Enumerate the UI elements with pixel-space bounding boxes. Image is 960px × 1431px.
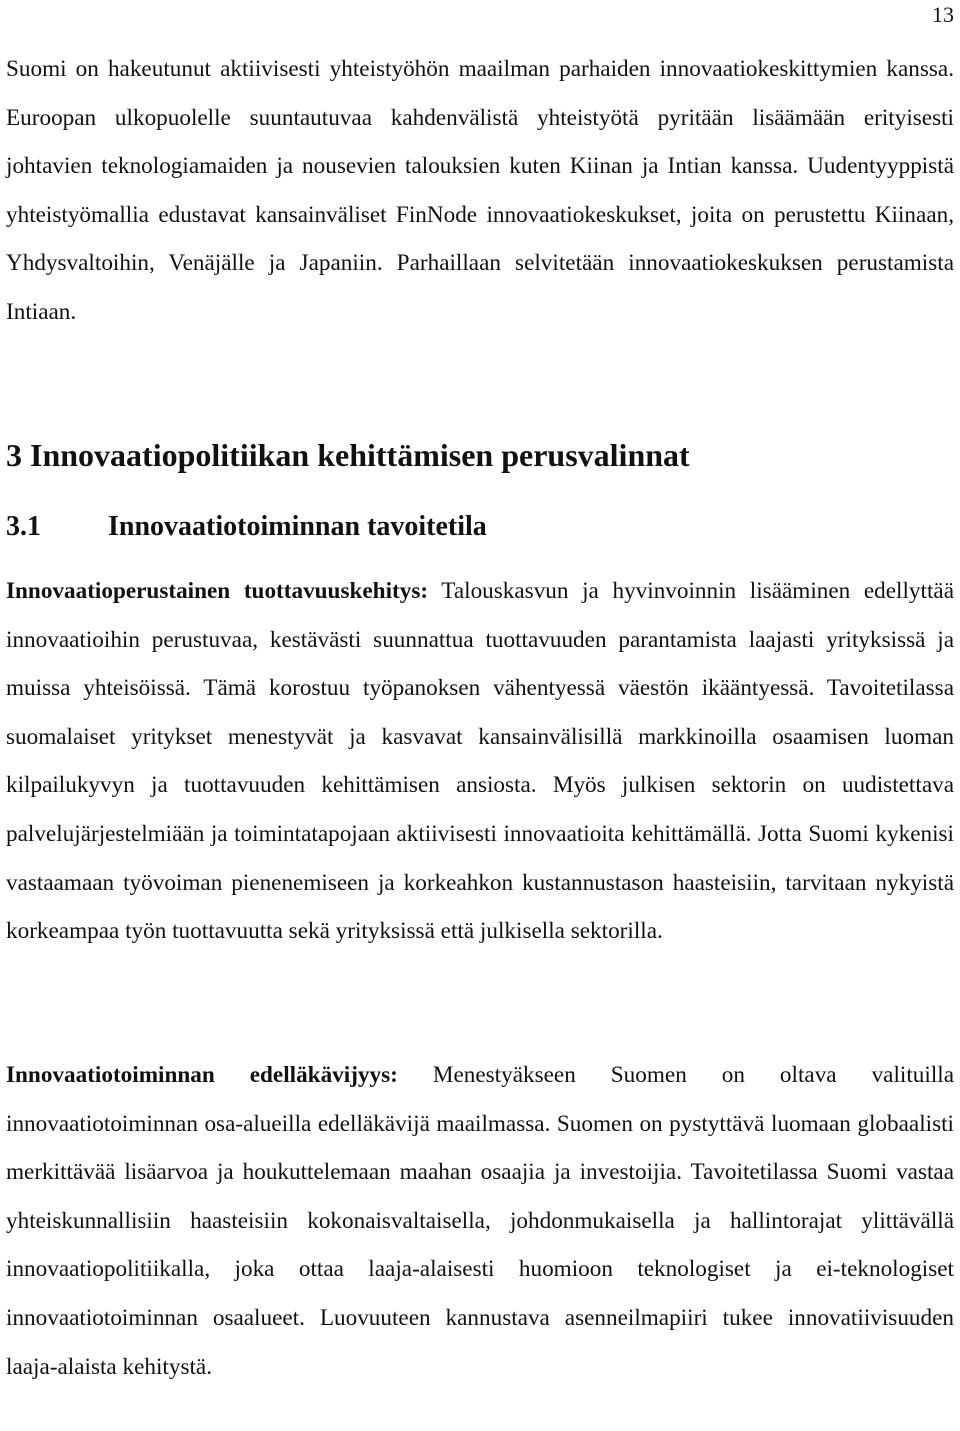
paragraph-lead: Innovaatiotoiminnan edelläkävijyys: bbox=[6, 1062, 398, 1088]
section-title: Innovaatiotoiminnan tavoitetila bbox=[108, 511, 487, 542]
paragraph-text: Menestyäkseen Suomen on oltava valituilla innovaatiotoiminnan osa-alueilla edelläkävijä maailmassa. Suomen on pystyttävä luomaan globaalisti merkittävää lisäarvoa ja houkuttelemaan maahan osaajia ja investoijia. Tavoitetilassa Suomi vastaa yhteiskunnallisiin haasteisiin kokonaisvaltaisella, johdonmukaisella ja hallintorajat ylittävällä innovaatiopolitiikalla, joka ottaa laaja-alaisesti huomioon teknologiset ja ei-teknologiset innovaatiotoiminnan osaalueet. Luovuuteen kannustava asenneilmapiiri tukee innovatiivisuuden laaja-alaista kehitystä. bbox=[6, 1062, 954, 1380]
section-heading bbox=[6, 505, 487, 549]
chapter-heading: 3 Innovaatiopolitiikan kehittämisen perusvalinnat bbox=[6, 437, 690, 473]
paragraph-leadership bbox=[6, 1051, 954, 1391]
intro-paragraph: Suomi on hakeutunut aktiivisesti yhteistyöhön maailman parhaiden innovaatiokeskittymien kanssa. Euroopan ulkopuolelle suuntautuvaa kahdenvälistä yhteistyötä pyritään lisäämään erityisesti johtavien teknologiamaiden ja nousevien talouksien kuten Kiinan ja Intian kanssa. Uudentyyppistä yhteistyömallia edustavat kansainväliset FinNode innovaatiokeskukset, joita on perustettu Kiinaan, Yhdysvaltoihin, Venäjälle ja Japaniin. Parhaillaan selvitetään innovaatiokeskuksen perustamista Intiaan. bbox=[6, 56, 954, 325]
paragraph-productivity bbox=[6, 567, 954, 956]
paragraph-lead: Innovaatioperustainen tuottavuuskehitys: bbox=[6, 578, 429, 604]
section-number: 3.1 bbox=[6, 511, 41, 542]
paragraph-text: Talouskasvun ja hyvinvoinnin lisääminen edellyttää innovaatioihin perustuvaa, kestävästi suunnattua tuottavuuden parantamista laajasti yrityksissä ja muissa yhteisöissä. Tämä korostuu työpanoksen vähentyessä väestön ikääntyessä. Tavoitetilassa suomalaiset yritykset menestyvät ja kasvavat kansainvälisillä markkinoilla osaamisen luoman kilpailukyvyn ja tuottavuuden kehittämisen ansiosta. Myös julkisen sektorin on uudistettava palvelujärjestelmiään ja toimintatapojaan aktiivisesti innovaatioita kehittämällä. Jotta Suomi kykenisi vastaamaan työvoiman pienenemiseen ja korkeahkon kustannustason haasteisiin, tarvitaan nykyistä korkeampaa työn tuottavuutta sekä yrityksissä että julkisella sektorilla. bbox=[6, 578, 954, 945]
page-number: 13 bbox=[932, 2, 954, 27]
